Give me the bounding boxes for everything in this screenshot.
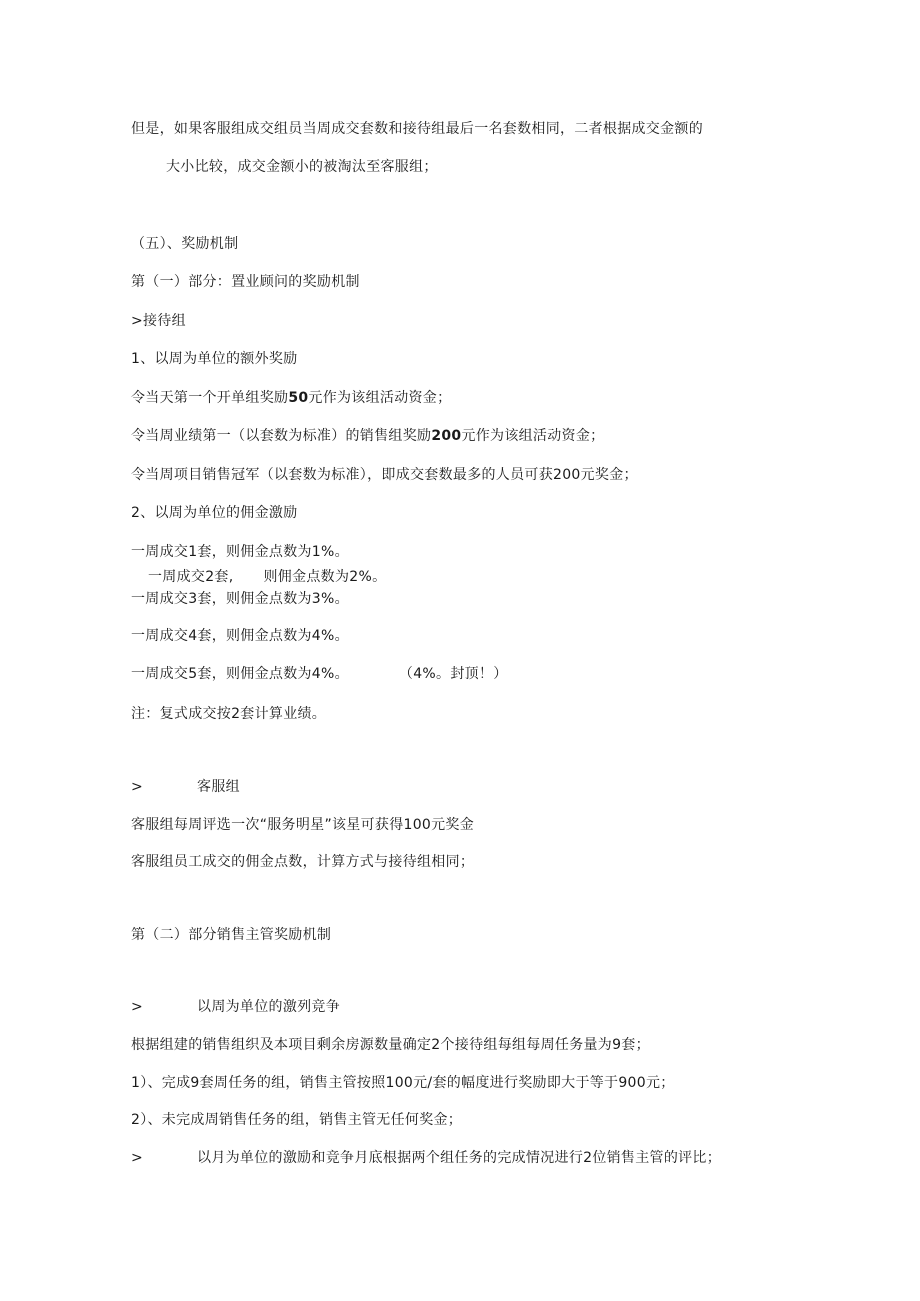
text-span: 令当周业绩第一（以套数为标准）的销售组奖励 bbox=[131, 428, 432, 444]
group-heading: >接待组 bbox=[131, 313, 186, 329]
text-span: 一周成交2套, bbox=[148, 569, 234, 585]
bullet-marker: > bbox=[131, 999, 144, 1015]
group-heading bbox=[131, 778, 240, 796]
paragraph-line: 客服组每周评选一次“服务明星”该星可获得100元奖金 bbox=[131, 817, 475, 833]
list-item: 一周成交1套，则佣金点数为1%。 bbox=[131, 544, 349, 560]
text-span: 以周为单位的激列竞争 bbox=[197, 999, 341, 1015]
bold-amount: 50 bbox=[288, 390, 309, 406]
list-item: 一周成交4套，则佣金点数为4%。 bbox=[131, 628, 349, 644]
list-heading: 2、以周为单位的佣金激励 bbox=[131, 505, 298, 521]
text-span: 令当天第一个开单组奖励 bbox=[131, 390, 289, 406]
note-line: 注：复式成交按2套计算业绩。 bbox=[131, 706, 327, 722]
paragraph-line bbox=[131, 427, 604, 445]
section-heading: （五）、奖励机制 bbox=[131, 236, 239, 252]
bullet-marker: > bbox=[131, 1150, 144, 1166]
text-span: 以月为单位的激励和竞争月底根据两个组任务的完成情况进行2位销售主管的评比； bbox=[197, 1150, 722, 1166]
group-heading bbox=[131, 1149, 721, 1167]
text-span: 元作为该组活动资金； bbox=[308, 390, 452, 406]
subsection-heading: 第（二）部分销售主管奖励机制 bbox=[131, 927, 332, 943]
group-heading bbox=[131, 998, 340, 1016]
paragraph-line bbox=[131, 389, 451, 407]
bullet-marker: > bbox=[131, 779, 144, 795]
text-span: 一周成交5套，则佣金点数为4%。 bbox=[131, 666, 349, 682]
text-span: 则佣金点数为2%。 bbox=[263, 569, 387, 585]
paragraph-line: 令当周项目销售冠军（以套数为标准），即成交套数最多的人员可获200元奖金； bbox=[131, 467, 638, 483]
list-item: 1）、完成9套周任务的组，销售主管按照100元/套的幅度进行奖励即大于等于900元； bbox=[131, 1075, 675, 1091]
bold-amount: 200 bbox=[431, 428, 462, 444]
list-item bbox=[148, 568, 386, 586]
paragraph-line: 大小比较，成交金额小的被淘汰至客服组； bbox=[166, 159, 438, 175]
paragraph-line: 根据组建的销售组织及本项目剩余房源数量确定2个接待组每组每周任务量为9套； bbox=[131, 1037, 650, 1053]
list-item bbox=[131, 665, 508, 683]
text-span: 元作为该组活动资金； bbox=[461, 428, 605, 444]
paragraph-line: 但是，如果客服组成交组员当周成交套数和接待组最后一名套数相同，二者根据成交金额的 bbox=[131, 121, 703, 137]
list-heading: 1、以周为单位的额外奖励 bbox=[131, 351, 298, 367]
text-span: 客服组 bbox=[197, 779, 240, 795]
text-span: （4%。封顶！） bbox=[398, 666, 508, 682]
list-item: 一周成交3套，则佣金点数为3%。 bbox=[131, 591, 349, 607]
paragraph-line: 客服组员工成交的佣金点数，计算方式与接待组相同； bbox=[131, 854, 475, 870]
list-item: 2）、未完成周销售任务的组，销售主管无任何奖金； bbox=[131, 1112, 463, 1128]
subsection-heading: 第（一）部分：置业顾问的奖励机制 bbox=[131, 274, 360, 290]
